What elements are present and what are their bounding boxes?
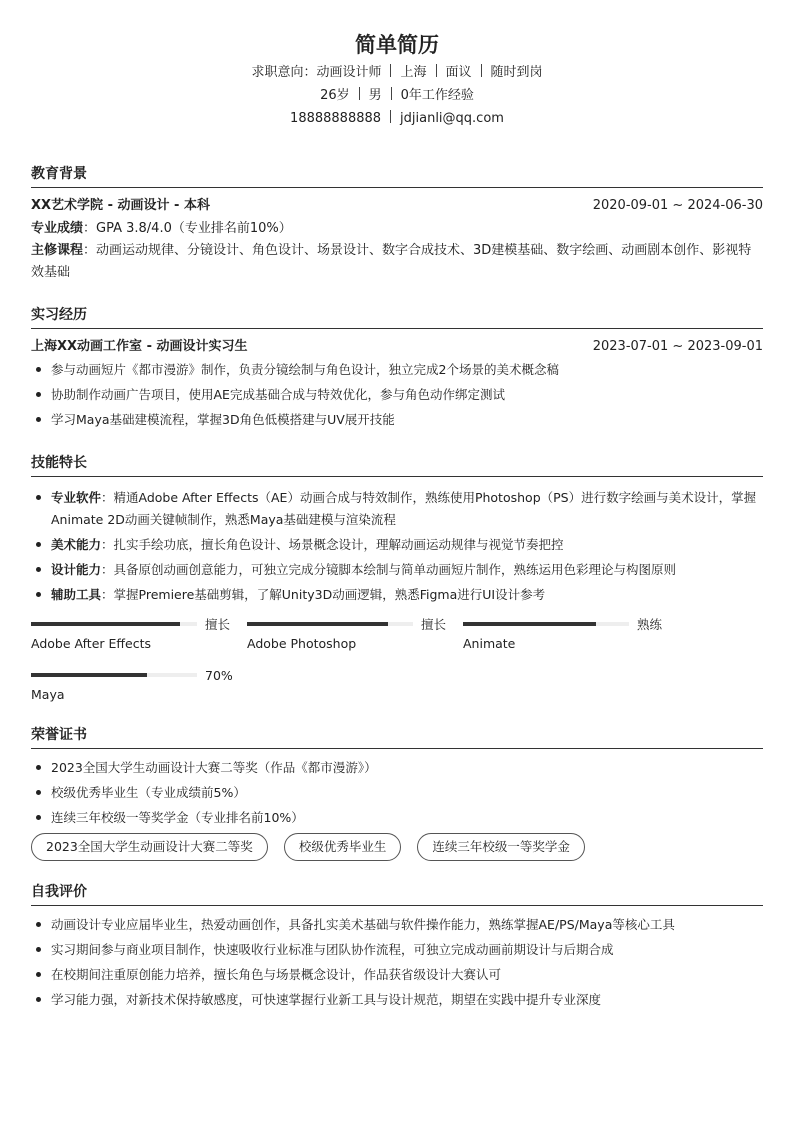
skill-name: Adobe Photoshop — [247, 636, 357, 651]
internship-header — [31, 335, 763, 359]
salary: 面议 — [445, 65, 472, 80]
gender: 男 — [368, 88, 382, 103]
divider — [391, 87, 392, 100]
skill-level: 熟练 — [637, 617, 663, 632]
courses-label: 主修课程 — [31, 243, 84, 258]
skill-name: Maya — [31, 687, 65, 702]
list-item: 参与动画短片《都市漫游》制作，负责分镜绘制与角色设计，独立完成2个场景的美术概念稿 — [31, 359, 763, 381]
email: jdjianli@qq.com — [400, 111, 504, 126]
skill-bar-item — [31, 665, 247, 716]
section-title: 自我评价 — [31, 879, 763, 906]
skill-bar-track — [247, 622, 413, 626]
skill-bar-track — [31, 673, 197, 677]
list-item: 动画设计专业应届毕业生，热爱动画创作，具备扎实美术基础与软件操作能力，熟练掌握AE/PS/Maya等核心工具 — [31, 914, 763, 936]
info-line-contact — [31, 109, 763, 129]
dates: 2023-07-01 ~ 2023-09-01 — [592, 339, 763, 354]
skills-list — [31, 487, 763, 606]
skill-bar-fill — [31, 673, 147, 677]
list-item: 连续三年校级一等奖学金（专业排名前10%） — [31, 807, 763, 829]
skill-name: Adobe After Effects — [31, 636, 151, 651]
skill-label: 美术能力 — [51, 537, 102, 552]
divider — [436, 64, 437, 77]
resume-page — [31, 0, 763, 1014]
section-title: 教育背景 — [31, 161, 763, 188]
skill-bar-item — [247, 614, 463, 665]
skill-bar-track — [463, 622, 629, 626]
section-honors — [31, 722, 763, 861]
honors-list — [31, 757, 763, 829]
skill-text: ：扎实手绘功底，擅长角色设计、场景概念设计，理解动画运动规律与视觉节奏把控 — [101, 537, 564, 552]
list-item: 2023全国大学生动画设计大赛二等奖（作品《都市漫游》） — [31, 757, 763, 779]
skill-level: 70% — [205, 667, 233, 683]
section-title: 技能特长 — [31, 450, 763, 477]
list-item: 在校期间注重原创能力培养，擅长角色与场景概念设计，作品获省级设计大赛认可 — [31, 964, 763, 986]
skill-bar-fill — [247, 622, 388, 626]
age: 26岁 — [320, 88, 350, 103]
section-skills — [31, 450, 763, 716]
skill-text: ：掌握Premiere基础剪辑，了解Unity3D动画逻辑，熟悉Figma进行UI设计参考 — [101, 587, 546, 602]
courses-value: ：动画运动规律、分镜设计、角色设计、场景设计、数字合成技术、3D建模基础、数字绘画、动画剧本创作、影视特效基础 — [31, 243, 752, 280]
skill-bar-track — [31, 622, 197, 626]
skill-level: 擅长 — [205, 617, 231, 632]
skill-bar-fill — [463, 622, 596, 626]
score-label: 专业成绩 — [31, 221, 84, 236]
divider — [390, 64, 391, 77]
section-title: 荣誉证书 — [31, 722, 763, 749]
skill-text: ：精通Adobe After Effects（AE）动画合成与特效制作，熟练使用Photoshop（PS）进行数字绘画与美术设计，掌握Animate 2D动画关键帧制作，熟悉Maya基础建模与渲染流程 — [51, 490, 757, 527]
skill-label: 辅助工具 — [51, 587, 102, 602]
courses-line — [31, 240, 763, 284]
phone: 18888888888 — [290, 111, 382, 126]
list-item — [31, 559, 763, 581]
dates: 2020-09-01 ~ 2024-06-30 — [592, 198, 763, 213]
score-line — [31, 218, 763, 240]
list-item — [31, 534, 763, 556]
section-education — [31, 161, 763, 284]
honor-tag: 连续三年校级一等奖学金 — [417, 833, 585, 861]
info-line-intention — [31, 63, 763, 83]
skill-bar-fill — [31, 622, 180, 626]
divider — [390, 110, 391, 123]
skill-text: ：具备原创动画创意能力，可独立完成分镜脚本绘制与简单动画短片制作，熟练运用色彩理论与构图原则 — [101, 562, 677, 577]
skill-label: 专业软件 — [51, 490, 102, 505]
school: XX艺术学院 - 动画设计 - 本科 — [31, 198, 210, 213]
honor-tags — [31, 833, 763, 861]
availability: 随时到岗 — [490, 65, 543, 80]
section-title: 实习经历 — [31, 302, 763, 329]
list-item: 实习期间参与商业项目制作，快速吸收行业标准与团队协作流程，可独立完成动画前期设计与后期合成 — [31, 939, 763, 961]
experience: 0年工作经验 — [400, 88, 474, 103]
self-eval-list — [31, 914, 763, 1011]
section-self-evaluation — [31, 879, 763, 1011]
honor-tag: 校级优秀毕业生 — [284, 833, 402, 861]
list-item: 协助制作动画广告项目，使用AE完成基础合成与特效优化，参与角色动作绑定测试 — [31, 384, 763, 406]
honor-tag: 2023全国大学生动画设计大赛二等奖 — [31, 833, 268, 861]
score-value: ：GPA 3.8/4.0（专业排名前10%） — [83, 221, 292, 236]
list-item: 校级优秀毕业生（专业成绩前5%） — [31, 782, 763, 804]
info-line-personal — [31, 86, 763, 106]
list-item — [31, 584, 763, 606]
list-item: 学习Maya基础建模流程，掌握3D角色低模搭建与UV展开技能 — [31, 409, 763, 431]
skill-label: 设计能力 — [51, 562, 102, 577]
skill-level: 擅长 — [421, 617, 447, 632]
internship-list — [31, 359, 763, 431]
job-intention: 求职意向：动画设计师 — [251, 65, 382, 80]
section-internship — [31, 302, 763, 431]
education-header — [31, 194, 763, 218]
divider — [359, 87, 360, 100]
resume-title: 简单简历 — [355, 33, 439, 57]
location: 上海 — [400, 65, 427, 80]
company: 上海XX动画工作室 - 动画设计实习生 — [31, 339, 248, 354]
list-item — [31, 487, 763, 531]
skill-bar-item — [463, 614, 679, 665]
skill-bar-item — [31, 614, 247, 665]
list-item: 学习能力强，对新技术保持敏感度，可快速掌握行业新工具与设计规范，期望在实践中提升专业深度 — [31, 989, 763, 1011]
skill-name: Animate — [463, 636, 516, 651]
skill-bars — [31, 614, 763, 716]
divider — [481, 64, 482, 77]
